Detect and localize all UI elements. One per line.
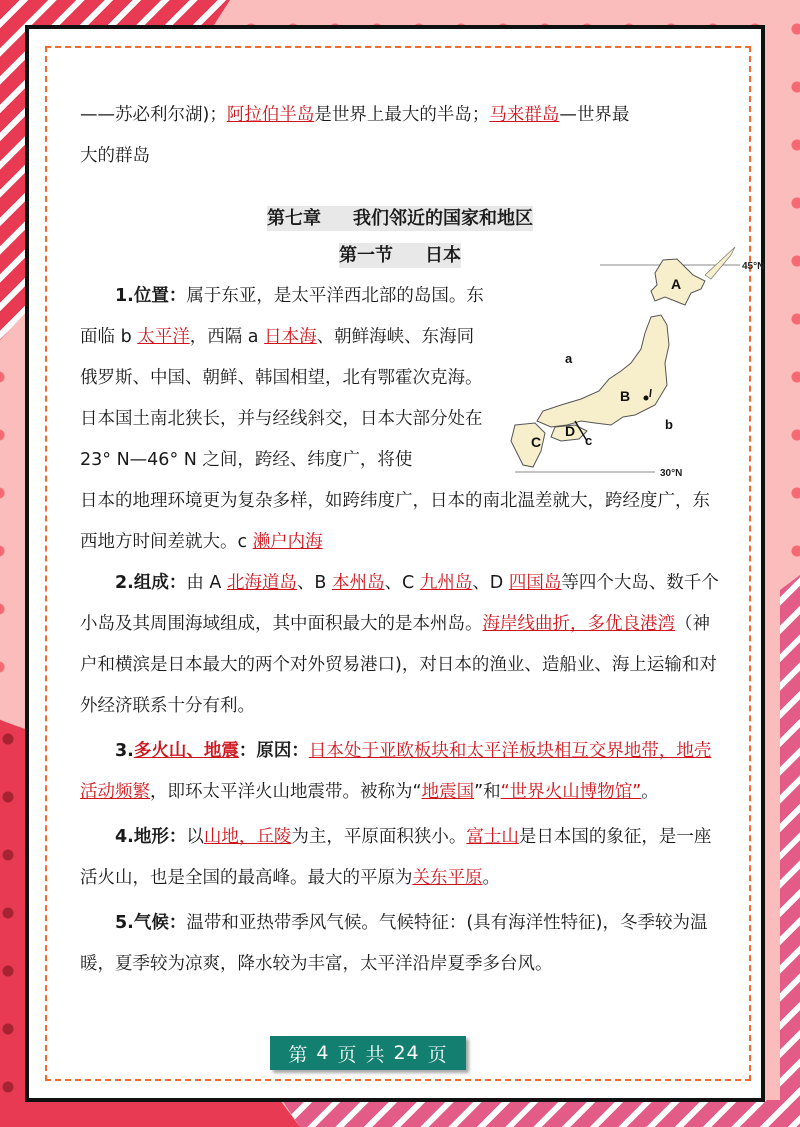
section-heading: 第一节 日本 [339,245,461,266]
paragraph-composition: 2.组成：由 A 北海道岛、B 本州岛、C 九州岛、D 四国岛等四个大岛、数千个小岛及其周围海域组成，其中面积最大的是本州岛。海岸线曲折，多优良港湾（神户和横滨是日本最大的两个对外贸易港口)，对日本的渔业、造船业、海上运输和对外经济联系十分有利。 [80,573,719,716]
term-hokkaido: 北海道岛 [226,573,297,593]
map-label-b: b [665,417,673,432]
term-kyushu: 九州岛 [419,573,473,593]
term-seto-inland-sea: 濑户内海 [252,532,323,552]
map-label-C: C [531,434,542,450]
map-label-a: a [565,351,573,366]
page-number-badge: 第 4 页 共 24 页 [270,1036,466,1070]
intro-paragraph: ——苏必利尔湖)；阿拉伯半岛是世界上最大的半岛；马来群岛—世界最 大的群岛 [80,105,630,166]
term-volcano-museum: “世界火山博物馆” [500,782,642,802]
term-volcano-earthquake: 多火山、地震 [133,741,239,761]
term-earthquake-nation: 地震国 [421,782,475,802]
term-plate-boundary: 日本处于亚欧板块和太平洋板块相互交界地带，地壳活动频繁 [80,741,712,802]
term-sea-of-japan: 日本海 [264,327,317,347]
document-body [80,95,720,985]
term-mountains-hills: 山地，丘陵 [203,827,292,847]
map-label-B: B [620,388,631,404]
japan-map [505,245,775,480]
term-malay-archipelago: 马来群岛 [489,105,560,125]
term-shikoku: 四国岛 [508,573,562,593]
honshu-island [537,315,669,427]
term-honshu: 本州岛 [332,573,385,593]
map-label-c: c [585,433,593,448]
term-mount-fuji: 富士山 [466,827,519,847]
paragraph-climate: 5.气候：温带和亚热带季风气候。气候特征：(具有海洋性特征)，冬季较为温暖，夏季较为凉爽，降水较为丰富，太平洋沿岸夏季多台风。 [80,913,708,974]
paragraph-location-cont: 日本的地理环境更为复杂多样，如跨纬度广，日本的南北温差就大，跨经度广，东西地方时间差就大。c 濑户内海 [80,491,710,552]
paragraph-terrain: 4.地形：以山地，丘陵为主，平原面积狭小。富士山是日本国的象征，是一座活火山，也是全国的最高峰。最大的平原为关东平原。 [80,827,712,888]
map-label-D: D [565,423,576,439]
term-kanto-plain: 关东平原 [412,868,483,888]
chapter-heading: 第七章 我们邻近的国家和地区 [267,208,533,229]
map-label-A: A [671,276,682,292]
term-coastline: 海岸线曲折，多优良港湾 [482,614,675,634]
current-page: 4 [316,1042,330,1064]
term-pacific-ocean: 太平洋 [137,327,190,347]
latitude-30-label: 30°N [660,468,683,479]
paragraph-location: 1.位置：属于东亚，是太平洋西北部的岛国。东面临 b 太平洋，西隔 a 日本海、朝鲜海峡、东海同俄罗斯、中国、朝鲜、韩国相望，北有鄂霍次克海。日本国土南北狭长，并与经线斜交，日本大部分处在 23° N—46° N 之间，跨经、纬度广，将使 [80,286,484,470]
total-pages: 24 [393,1042,420,1064]
paragraph-volcanoes: 3.多火山、地震：原因：日本处于亚欧板块和太平洋板块相互交界地带，地壳活动频繁，即环太平洋火山地震带。被称为“地震国”和“世界火山博物馆”。 [80,741,712,802]
latitude-45-label: 45°N [742,261,765,272]
term-arabian-peninsula: 阿拉伯半岛 [226,105,315,125]
